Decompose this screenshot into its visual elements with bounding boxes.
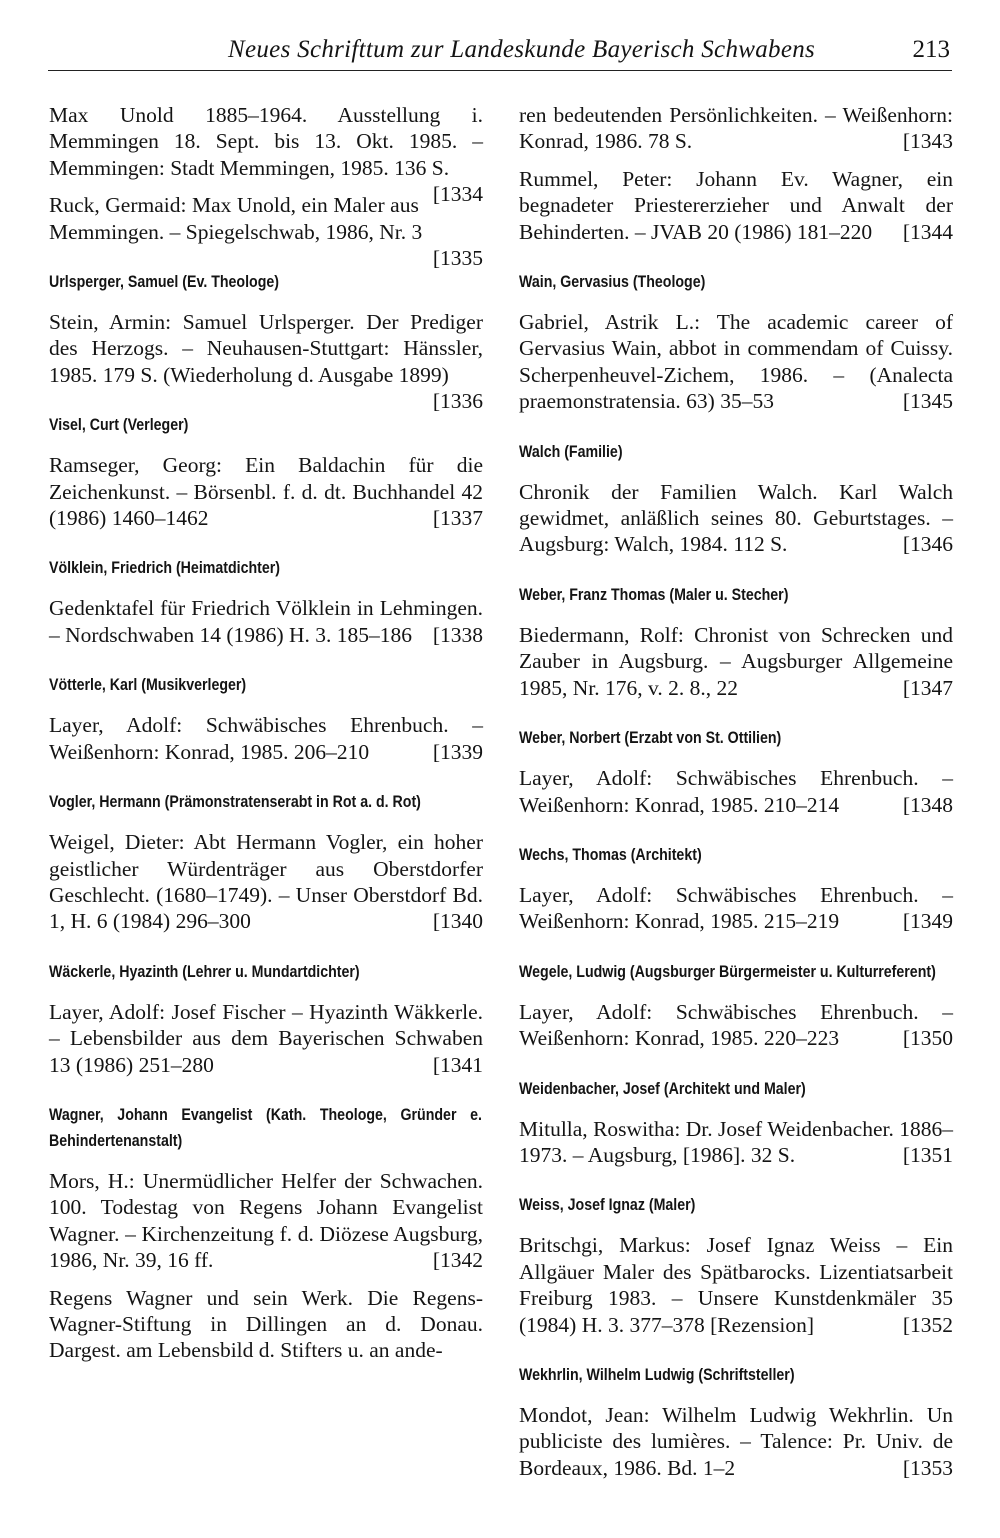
heading-wechs: Wechs, Thomas (Architekt) [519, 845, 702, 864]
entry-citation: Biedermann, Rolf: Chronist von Schrecken und Zauber in Augsburg. – Augsburger Allgemeine 1985, Nr. 176, v. 2. 8., 22 [519, 622, 953, 700]
entry-citation: ren bedeutenden Persönlichkeiten. – Weißenhorn: Konrad, 1986. 78 S. [519, 103, 953, 154]
entry-text [519, 622, 953, 701]
entry-1353 [519, 1402, 953, 1481]
entry-text [519, 1402, 953, 1481]
entry-1347 [519, 622, 953, 701]
entry-1336 [49, 309, 483, 414]
entry-number: [1346 [902, 532, 953, 557]
entry-number: [1344 [902, 219, 953, 244]
heading-visel: Visel, Curt (Verleger) [49, 416, 189, 435]
heading-walch: Walch (Familie) [519, 442, 623, 461]
entry-number: [1339 [432, 739, 483, 764]
entry-citation: Mondot, Jean: Wilhelm Ludwig Wekhrlin. Un publiciste des lumières. – Talence: Pr. Univ. de Bordeaux, 1986. Bd. 1–2 [519, 1402, 953, 1480]
entry-1349 [519, 882, 953, 935]
entry-citation: Ramseger, Georg: Ein Baldachin für die Zeichenkunst. – Börsenbl. f. d. dt. Buchhandel 42 (1986) 1460–1462 [49, 453, 483, 531]
entry-text [49, 309, 483, 414]
entry-text [519, 1232, 953, 1338]
heading-weber-franz: Weber, Franz Thomas (Maler u. Stecher) [519, 585, 789, 604]
entry-citation: Gedenktafel für Friedrich Völklein in Lehmingen. – Nordschwaben 14 (1986) H. 3. 185–186 [49, 596, 483, 647]
entry-1340 [49, 829, 483, 935]
running-title: Neues Schrifttum zur Landeskunde Bayerisch Schwabens [228, 36, 816, 63]
heading-weber-norbert: Weber, Norbert (Erzabt von St. Ottilien) [519, 729, 782, 748]
heading-wain: Wain, Gervasius (Theologe) [519, 273, 706, 292]
entry-citation: Layer, Adolf: Schwäbisches Ehrenbuch. – Weißenhorn: Konrad, 1985. 215–219 [519, 882, 953, 934]
heading-voetterle: Vötterle, Karl (Musikverleger) [49, 676, 247, 695]
entry-1352 [519, 1232, 953, 1338]
entry-number: [1350 [902, 1026, 953, 1051]
entry-text [519, 309, 953, 415]
entry-citation: Max Unold 1885–1964. Ausstellung i. Memmingen 18. Sept. bis 13. Okt. 1985. – Memmingen: Stadt Memmingen, 1985. 136 S. [49, 103, 483, 180]
entry-citation: Layer, Adolf: Schwäbisches Ehrenbuch. – Weißenhorn: Konrad, 1985. 210–214 [519, 766, 953, 817]
entry-1337 [49, 452, 483, 531]
entry-text [49, 1168, 483, 1274]
heading-weidenbacher: Weidenbacher, Josef (Architekt und Maler) [519, 1079, 806, 1098]
entry-text [519, 999, 953, 1052]
entry-number: [1351 [902, 1142, 953, 1167]
heading-weiss: Weiss, Josef Ignaz (Maler) [519, 1196, 696, 1215]
entry-citation: Britschgi, Markus: Josef Ignaz Weiss – Ein Allgäuer Maler des Spätbarocks. Lizentiatsarbeit Freiburg 1983. – Unsere Kunstdenkmäler 35 (1984) H. 3. 377–378 [Rezension] [519, 1233, 953, 1337]
entry-1343-end [519, 102, 953, 155]
entry-number: [1345 [902, 389, 953, 414]
heading-wagner: Wagner, Johann Evangelist (Kath. Theologe, Gründer e. Behindertenanstalt) [49, 1105, 482, 1150]
entry-1339 [49, 712, 483, 765]
entry-text [49, 829, 483, 935]
entry-number: [1347 [902, 675, 953, 700]
heading-voelklein: Völklein, Friedrich (Heimatdichter) [49, 559, 281, 578]
entry-citation: Layer, Adolf: Schwäbisches Ehrenbuch. – Weißenhorn: Konrad, 1985. 220–223 [519, 999, 953, 1051]
entry-1334 [49, 102, 483, 207]
entry-citation: Layer, Adolf: Josef Fischer – Hyazinth Wäkkerle. – Lebensbilder aus dem Bayerischen Schwaben 13 (1986) 251–280 [49, 999, 483, 1077]
entry-citation: Gabriel, Astrik L.: The academic career of Gervasius Wain, abbot in commendam of Cuissy. Scherpenheuvel-Zichem, 1986. – (Analecta praemonstratensia. 63) 35–53 [519, 310, 953, 414]
entry-1351 [519, 1116, 953, 1169]
entry-text [49, 192, 483, 271]
entry-text [49, 595, 483, 648]
entry-number: [1349 [902, 909, 953, 934]
entry-citation: Weigel, Dieter: Abt Hermann Vogler, ein hoher geistlicher Würdenträger aus Oberstdorfer Geschlecht. (1680–1749). – Unser Oberstdorf Bd. 1, H. 6 (1984) 296–300 [49, 830, 483, 934]
entry-number: [1341 [432, 1052, 483, 1077]
entry-citation: Rummel, Peter: Johann Ev. Wagner, ein begnadeter Priestererzieher und Anwalt der Behinderten. – JVAB 20 (1986) 181–220 [519, 166, 953, 244]
entry-number: [1338 [432, 622, 483, 647]
entry-citation: Layer, Adolf: Schwäbisches Ehrenbuch. – Weißenhorn: Konrad, 1985. 206–210 [49, 713, 483, 764]
entry-number: [1343 [902, 129, 953, 154]
entry-number: [1342 [432, 1248, 483, 1273]
entry-1348 [519, 765, 953, 818]
entry-number: [1335 [432, 246, 483, 271]
entry-text: Regens Wagner und sein Werk. Die Regens-Wagner-Stiftung in Dillingen an d. Donau. Dargest. am Lebensbild d. Stifters u. an ande- [49, 1285, 483, 1363]
entry-1335 [49, 192, 483, 271]
entry-1342 [49, 1168, 483, 1274]
entry-text [519, 166, 953, 245]
left-column [49, 102, 483, 1375]
entry-text [49, 999, 483, 1078]
entry-citation: Mors, H.: Unermüdlicher Helfer der Schwachen. 100. Todestag von Regens Johann Evangelist Wagner. – Kirchenzeitung f. d. Diözese Augsburg, 1986, Nr. 39, 16 ff. [49, 1168, 483, 1273]
heading-vogler: Vogler, Hermann (Prämonstratenserabt in Rot a. d. Rot) [49, 793, 421, 812]
entry-citation: Mitulla, Roswitha: Dr. Josef Weidenbacher. 1886–1973. – Augsburg, [1986]. 32 S. [519, 1116, 953, 1167]
right-column [519, 102, 953, 1492]
entry-text [519, 765, 953, 818]
entry-number: [1337 [432, 506, 483, 531]
entry-citation: Stein, Armin: Samuel Urlsperger. Der Prediger des Herzogs. – Neuhausen-Stuttgart: Hänssler, 1985. 179 S. (Wiederholung d. Ausgabe 1899) [49, 310, 483, 387]
entry-text [49, 712, 483, 765]
entry-1350 [519, 999, 953, 1052]
heading-wegele: Wegele, Ludwig (Augsburger Bürgermeister u. Kulturreferent) [519, 962, 936, 981]
entry-text [49, 452, 483, 531]
entry-1338 [49, 595, 483, 648]
entry-number: [1348 [902, 792, 953, 817]
entry-1346 [519, 479, 953, 558]
entry-number: [1352 [902, 1312, 953, 1337]
running-head [48, 30, 952, 71]
entry-1344 [519, 166, 953, 245]
entry-number: [1340 [432, 909, 483, 934]
entry-number: [1353 [902, 1455, 953, 1480]
entry-text [519, 882, 953, 935]
heading-wekhrlin: Wekhrlin, Wilhelm Ludwig (Schriftsteller) [519, 1365, 795, 1384]
entry-number: [1334 [432, 182, 483, 207]
entry-text [519, 1116, 953, 1169]
entry-1345 [519, 309, 953, 415]
heading-waeckerle: Wäckerle, Hyazinth (Lehrer u. Mundartdichter) [49, 962, 360, 981]
entry-citation: Chronik der Familien Walch. Karl Walch gewidmet, anläßlich seines 80. Geburtstages. – Augsburg: Walch, 1984. 112 S. [519, 479, 953, 557]
entry-text [49, 102, 483, 207]
entry-text [519, 479, 953, 558]
entry-text [519, 102, 953, 155]
entry-1341 [49, 999, 483, 1078]
entry-1343-start [49, 1285, 483, 1364]
page-number: 213 [912, 36, 950, 63]
entry-citation: Ruck, Germaid: Max Unold, ein Maler aus Memmingen. – Spiegelschwab, 1986, Nr. 3 [49, 193, 423, 244]
entry-number: [1336 [432, 389, 483, 414]
heading-urlsperger: Urlsperger, Samuel (Ev. Theologe) [49, 273, 279, 292]
